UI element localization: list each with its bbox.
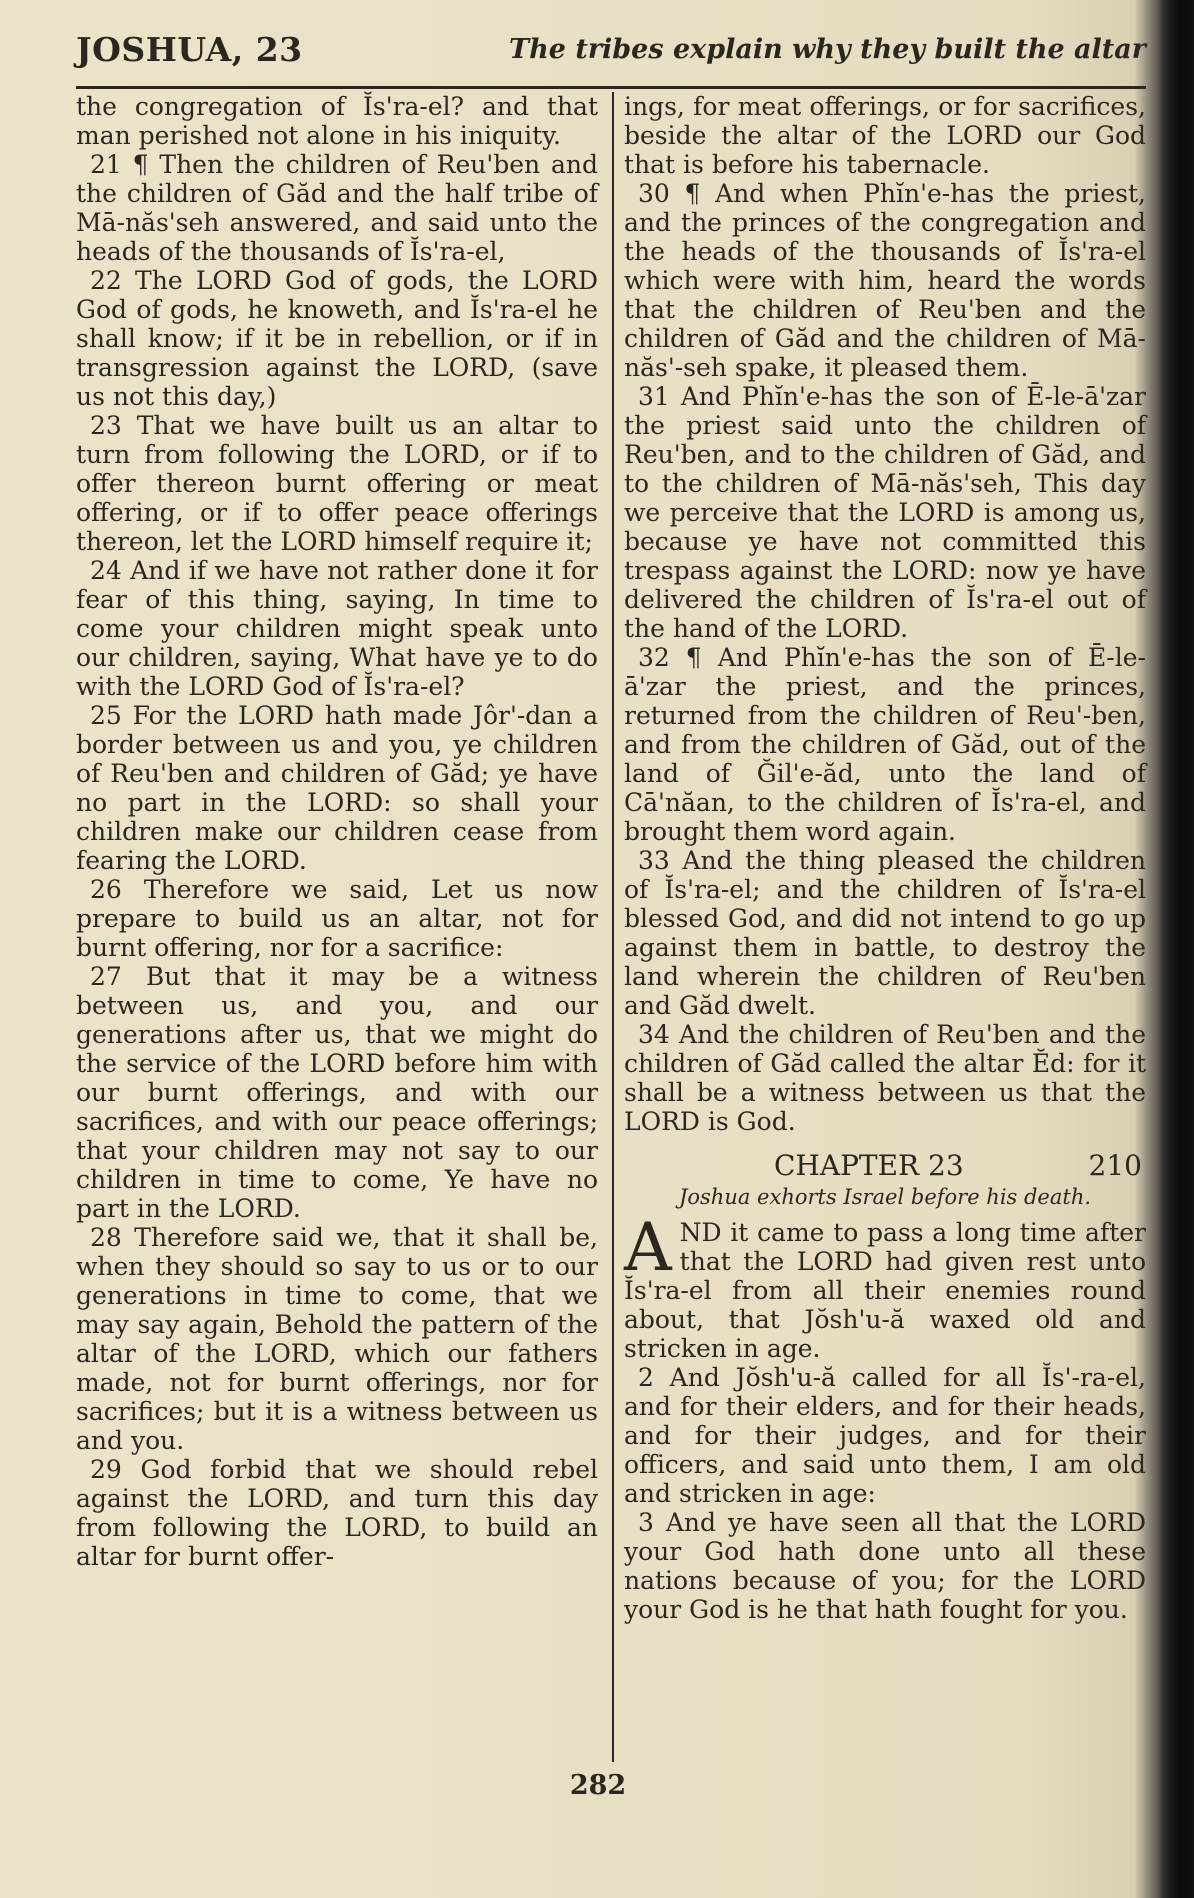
verse-text: 32 ¶ And Phĭn'e-has the son of Ē-le-ā'zar the priest, and the princes, returned from the children of Reu'-ben, and from the children of Găd, out of the land of Ğil'e-ăd, unto the land of Cā'năan, to the children of Ĭs'ra-el, and brought them word again.	[624, 643, 1146, 846]
verse-text: 34 And the children of Reu'ben and the children of Găd called the altar Ĕd: for it shall be a witness between us that the LORD is God.	[624, 1020, 1146, 1136]
verse-text: 28 Therefore said we, that it shall be, when they should so say to us or to our generations in time to come, that we may say again, Behold the pattern of the altar of the LORD, which our fathers made, not for burnt offerings, nor for sacrifices; but it is a witness between us and you.	[76, 1223, 598, 1455]
verse-text: 30 ¶ And when Phĭn'e-has the priest, and the princes of the congregation and the heads of the thousands of Ĭs'ra-el which were with him, heard the words that the children of Reu'ben and the children of Găd and the children of Mā-năs'-seh spake, it pleased them.	[624, 179, 1146, 382]
verse-text: 2 And Jŏsh'u-ă called for all Ĭs'-ra-el, and for their elders, and for their heads, and for their judges, and for their officers, and said unto them, I am old and stricken in age:	[624, 1363, 1146, 1508]
chapter-summary: Joshua exhorts Israel before his death.	[678, 1185, 1092, 1209]
chapter-heading	[624, 1150, 1146, 1182]
chapter-number: 210	[1088, 1149, 1142, 1182]
book-chapter-heading: JOSHUA, 23	[76, 30, 303, 69]
verse-text: 22 The LORD God of gods, the LORD God of gods, he knoweth, and Ĭs'ra-el he shall know; if it be in rebellion, or if in transgression against the LORD, (save us not this day,)	[76, 266, 598, 411]
header-rule	[76, 86, 1146, 89]
column-divider	[612, 92, 614, 1762]
verse-text: 3 And ye have seen all that the LORD your God hath done unto all these nations because of you; for the LORD your God is he that hath fought for you.	[624, 1508, 1146, 1624]
verse-text	[624, 1209, 1146, 1363]
verse-text: 23 That we have built us an altar to turn from following the LORD, or if to offer thereon burnt offering or meat offering, or if to offer peace offerings thereon, let the LORD himself require it;	[76, 411, 598, 556]
verse-1: ND it came to pass a long time after that the LORD had given rest unto Ĭs'ra-el from all their enemies round about, that Jŏsh'u-ă waxed old and stricken in age.	[624, 1218, 1146, 1363]
left-column	[76, 92, 598, 1571]
running-header	[76, 30, 1146, 80]
verse-text: 31 And Phĭn'e-has the son of Ē-le-ā'zar the priest said unto the children of Reu'ben, and to the children of Găd, and to the children of Mā-năs'seh, This day we perceive that the LORD is among us, because ye have not committed this trespass against the LORD: now ye have delivered the children of Ĭs'ra-el out of the hand of the LORD.	[624, 382, 1146, 643]
binding-shadow	[1158, 0, 1194, 1898]
page-number: 282	[569, 1770, 627, 1801]
drop-cap: A	[624, 1209, 672, 1286]
verse-text: 29 God forbid that we should rebel against the LORD, and turn this day from following the LORD, to build an altar for burnt offer-	[76, 1455, 598, 1571]
verse-text: 27 But that it may be a witness between us, and you, and our generations after us, that we might do the service of the LORD before him with our burnt offerings, and with our sacrifices, and with our peace offerings; that your children may not say to our children in time to come, Ye have no part in the LORD.	[76, 962, 598, 1223]
verse-text: 26 Therefore we said, Let us now prepare to build us an altar, not for burnt offering, nor for a sacrifice:	[76, 875, 598, 962]
section-caption: The tribes explain why they built the altar	[509, 34, 1146, 65]
verse-text: ings, for meat offerings, or for sacrifices, beside the altar of the LORD our God that is before his tabernacle.	[624, 92, 1146, 179]
verse-text: 25 For the LORD hath made Jôr'-dan a border between us and you, ye children of Reu'ben and children of Găd; ye have no part in the LORD: so shall your children make our children cease from fearing the LORD.	[76, 701, 598, 875]
chapter-title: CHAPTER 23	[774, 1149, 964, 1182]
right-column	[624, 92, 1146, 1624]
verse-text: the congregation of Ĭs'ra-el? and that man perished not alone in his iniquity.	[76, 92, 598, 150]
verse-text: 24 And if we have not rather done it for fear of this thing, saying, In time to come your children might speak unto our children, saying, What have ye to do with the LORD God of Ĭs'ra-el?	[76, 556, 598, 701]
verse-text: 33 And the thing pleased the children of Ĭs'ra-el; and the children of Ĭs'ra-el blessed God, and did not intend to go up against them in battle, to destroy the land wherein the children of Reu'ben and Găd dwelt.	[624, 846, 1146, 1020]
verse-text: 21 ¶ Then the children of Reu'ben and the children of Găd and the half tribe of Mā-năs'seh answered, and said unto the heads of the thousands of Ĭs'ra-el,	[76, 150, 598, 266]
